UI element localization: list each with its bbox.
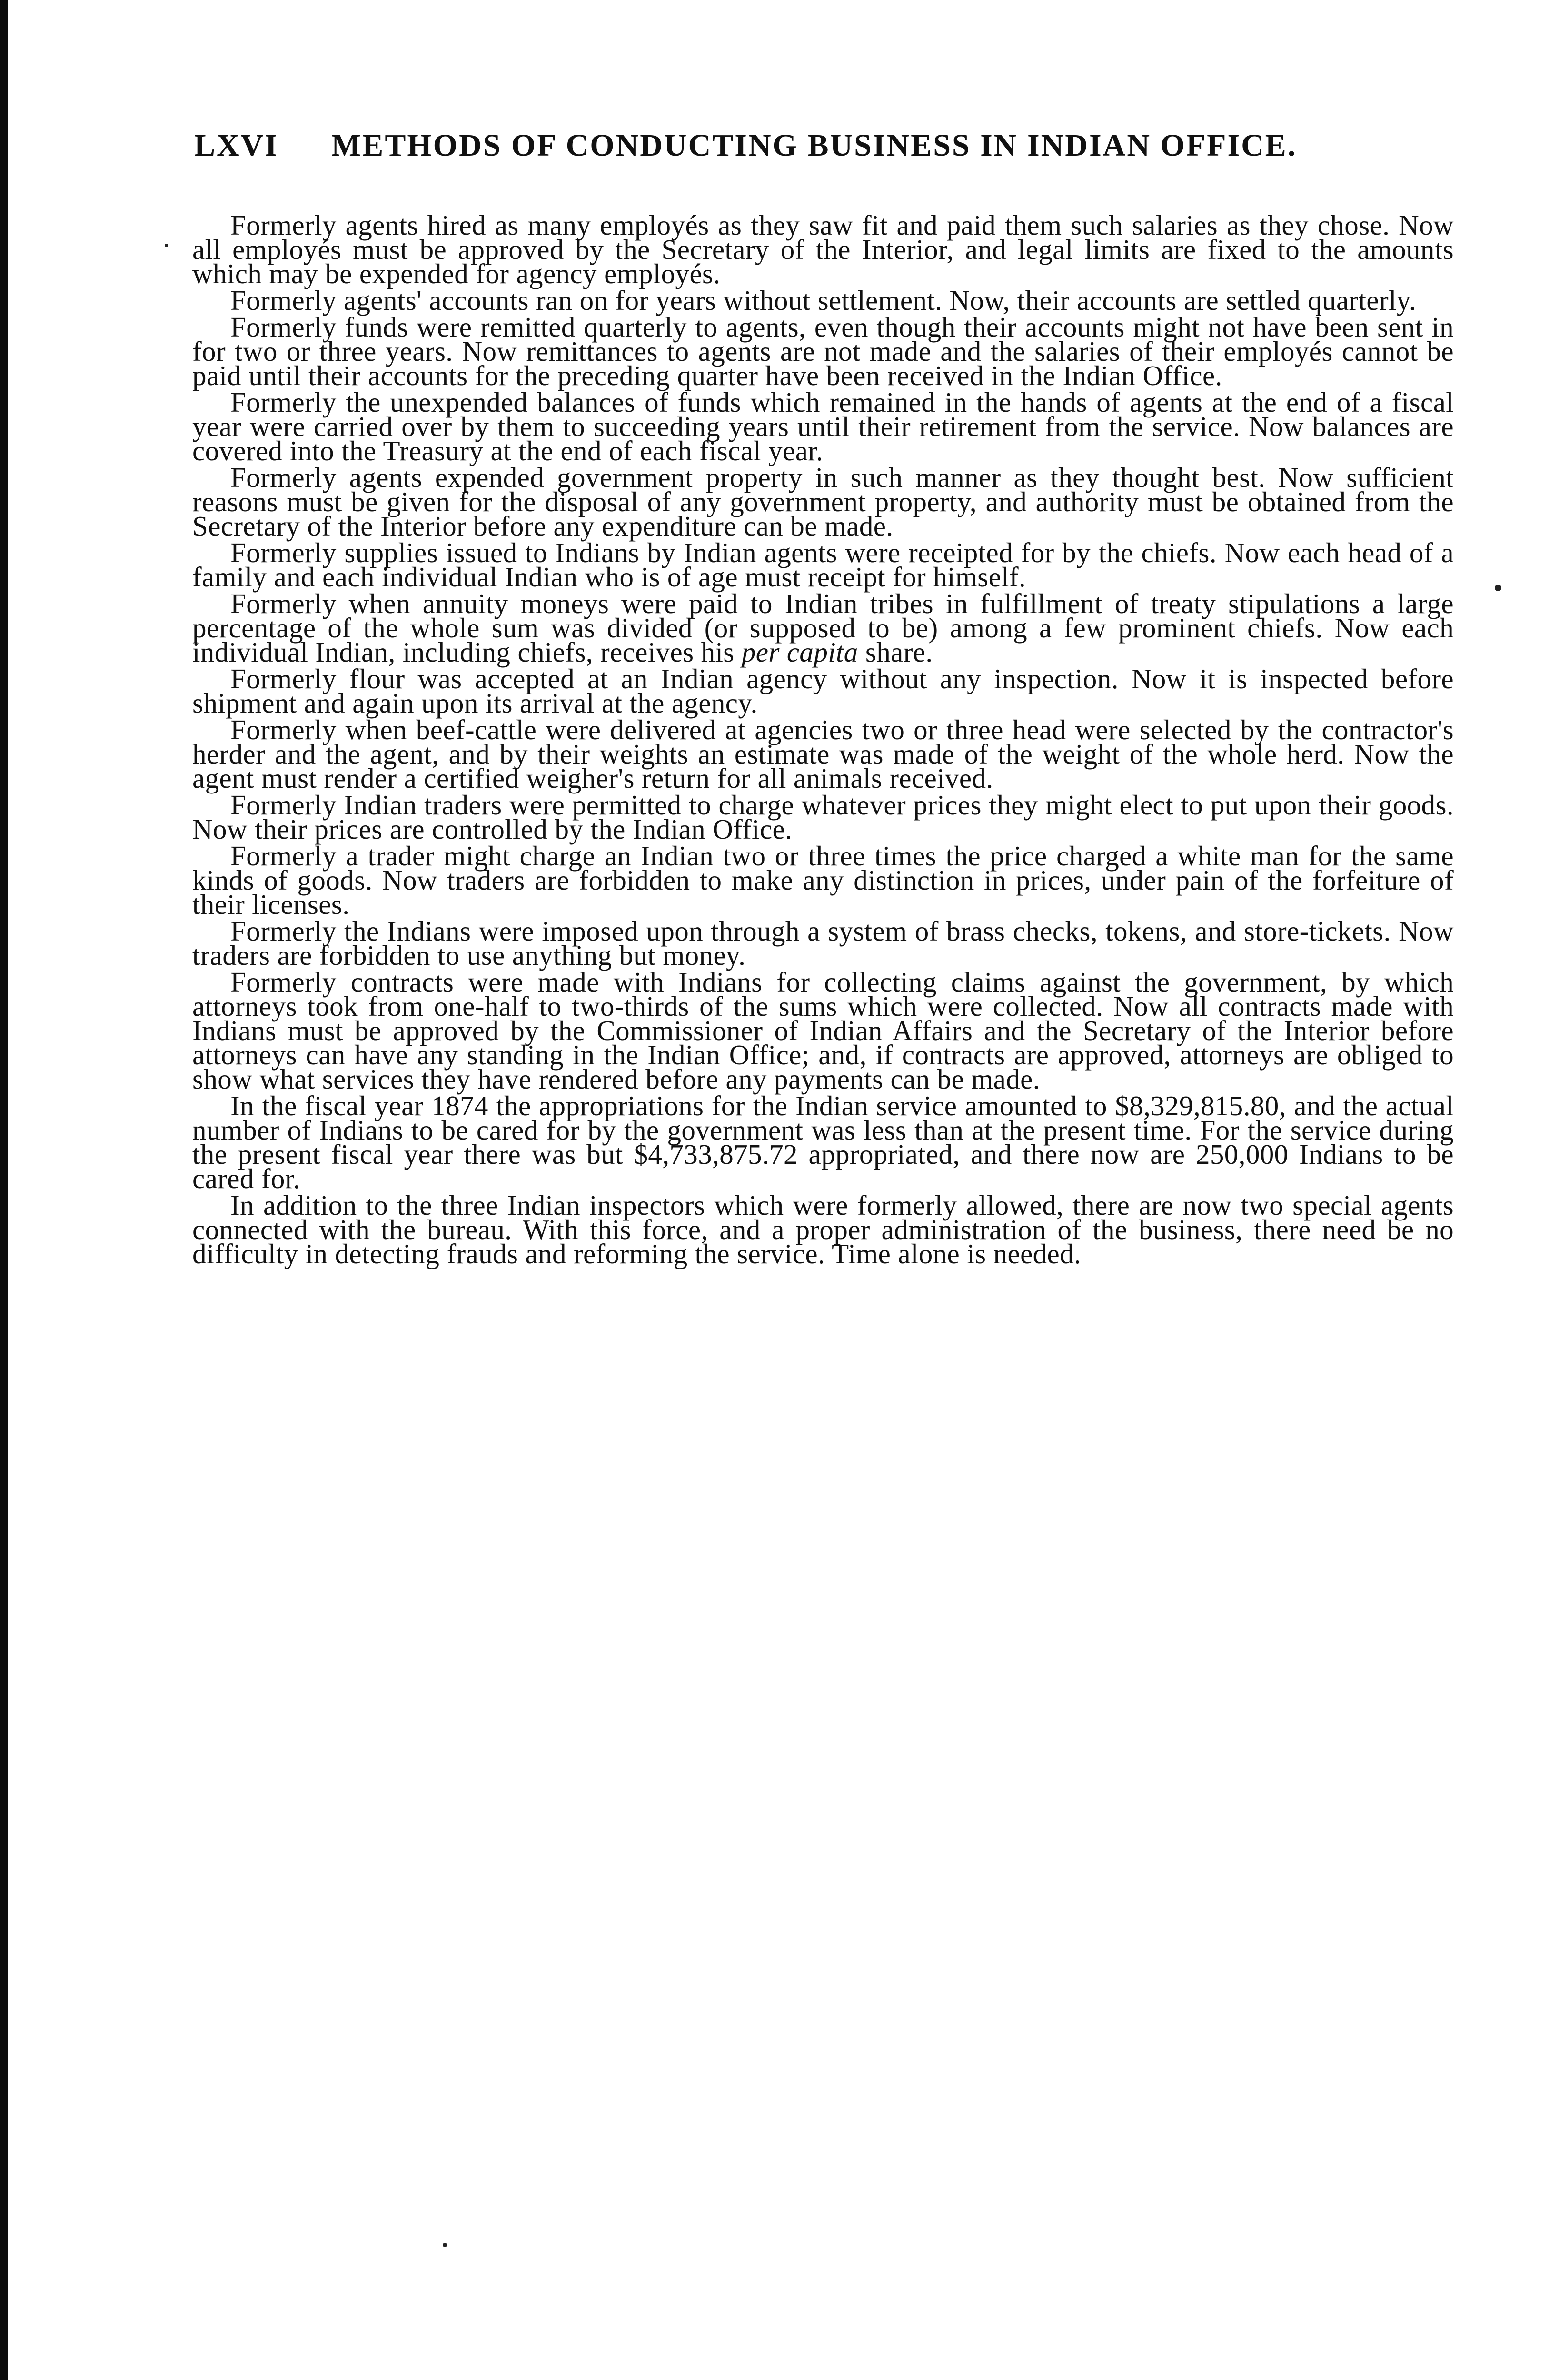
paragraph-brass-checks: Formerly the Indians were imposed upon through a system of brass checks, tokens, and store-tickets. Now traders are forbidden to use anything but money. (192, 915, 1454, 971)
paragraph-unexpended-balances: Formerly the unexpended balances of funds which remained in the hands of agents at the end of a fiscal year were carried over by them to succeeding years until their retirement from the service. Now balances are covered into the Treasury at the end of each fiscal year. (192, 387, 1454, 466)
paragraph-inspectors: In addition to the three Indian inspectors which were formerly allowed, there are now two special agents connected with the bureau. With this force, and a proper administration of the business, there need be no difficulty in detecting frauds and reforming the service. Time alone is needed. (192, 1190, 1454, 1269)
page-title: METHODS OF CONDUCTING BUSINESS IN INDIAN OFFICE. (331, 128, 1297, 163)
paragraph-agent-accounts: Formerly agents' accounts ran on for years without settlement. Now, their accounts are settled quarterly. (230, 285, 1417, 316)
annuity-text-before: Formerly when annuity moneys were paid to Indian tribes in fulfillment of treaty stipulations a large percentage of the whole sum was divided (or supposed to be) among a few prominent chiefs. Now each individual Indian, including chiefs, receives his (192, 588, 1454, 668)
scan-speck (165, 244, 168, 247)
running-head (194, 128, 1408, 175)
paragraph-price-distinction: Formerly a trader might charge an Indian two or three times the price charged a white man for the same kinds of goods. Now traders are forbidden to make any distinction in prices, under pain of the forfeiture of their licenses. (192, 840, 1454, 920)
body-text (192, 209, 1454, 1269)
annuity-text-after: share. (858, 636, 933, 668)
scan-left-edge (0, 0, 8, 2380)
paragraph-agent-employes: Formerly agents hired as many employés as they saw fit and paid them such salaries as they chose. Now all employés must be approved by the Secretary of the Interior, and legal limits are fixed to the amounts which may be expended for agency employés. (192, 209, 1454, 289)
scan-speck (1495, 585, 1501, 591)
paragraph-government-property: Formerly agents expended government property in such manner as they thought best. Now sufficient reasons must be given for the disposal of any government property, and authority must be obtained from the Secretary of the Interior before any expenditure can be made. (192, 462, 1454, 542)
paragraph-fund-remittances: Formerly funds were remitted quarterly to agents, even though their accounts might not have been sent in for two or three years. Now remittances to agents are not made and the salaries of their employés cannot be paid until their accounts for the preceding quarter have been received in the Indian Office. (192, 311, 1454, 391)
scan-speck (443, 2243, 447, 2247)
page-number: LXVI (194, 128, 279, 163)
paragraph-attorney-contracts: Formerly contracts were made with Indians for collecting claims against the government, by which attorneys took from one-half to two-thirds of the sums which were collected. Now all contracts made with Indians must be approved by the Commissioner of Indian Affairs and the Secretary of the Interior before attorneys can have any standing in the Indian Office; and, if contracts are approved, attorneys are obliged to show what services they have rendered before any payments can be made. (192, 966, 1454, 1095)
paragraph-supply-receipts: Formerly supplies issued to Indians by Indian agents were receipted for by the chiefs. Now each head of a family and each individual Indian who is of age must receipt for himself. (192, 537, 1454, 593)
paragraph-appropriations: In the fiscal year 1874 the appropriations for the Indian service amounted to $8,329,815.80, and the actual number of Indians to be cared for by the government was less than at the present time. For the service during the present fiscal year there was but $4,733,875.72 appropriated, and there now are 250,000 Indians to be cared for. (192, 1090, 1454, 1194)
paragraph-trader-prices: Formerly Indian traders were permitted to charge whatever prices they might elect to put upon their goods. Now their prices are controlled by the Indian Office. (192, 789, 1454, 845)
paragraph-flour-inspection: Formerly flour was accepted at an Indian agency without any inspection. Now it is inspected before shipment and again upon its arrival at the agency. (192, 663, 1454, 719)
paragraph-beef-cattle: Formerly when beef-cattle were delivered at agencies two or three head were selected by the contractor's herder and the agent, and by their weights an estimate was made of the weight of the whole herd. Now the agent must render a certified weigher's return for all animals received. (192, 714, 1454, 794)
paragraph-annuity-moneys (192, 588, 1454, 668)
annuity-italic-per-capita: per capita (741, 636, 858, 668)
